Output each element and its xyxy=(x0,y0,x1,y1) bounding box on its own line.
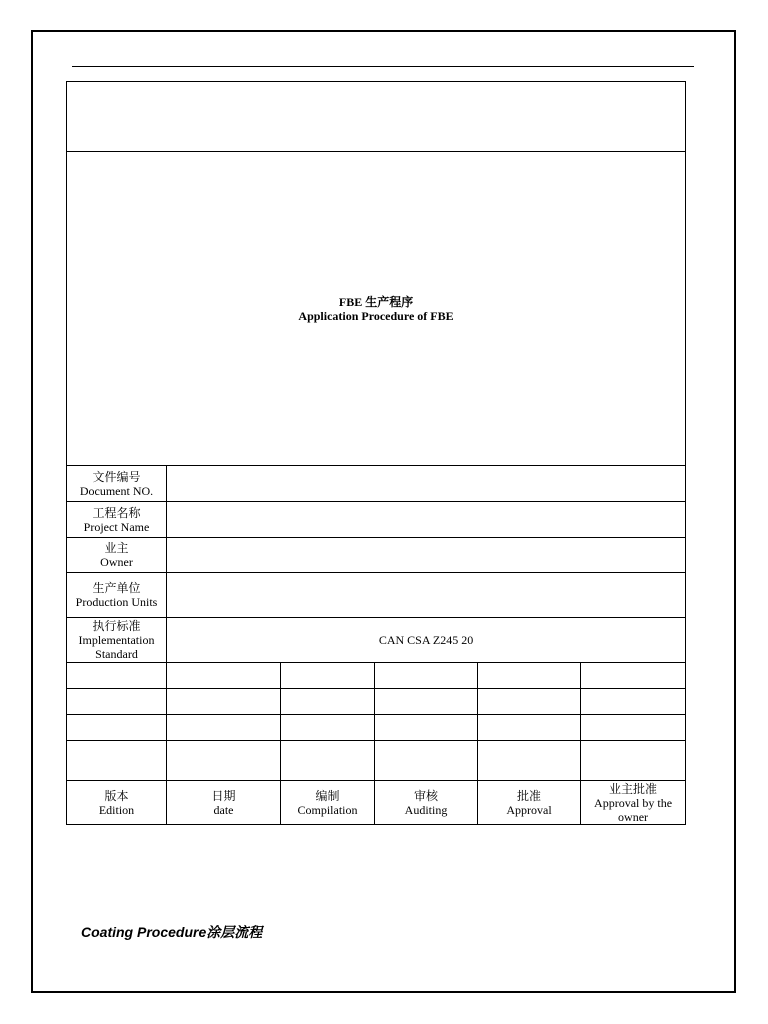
label-en: Owner xyxy=(100,555,133,569)
field-label xyxy=(67,573,167,618)
header-en: Edition xyxy=(98,802,135,817)
revision-cell xyxy=(281,715,375,741)
label-cn: 业主 xyxy=(104,541,129,555)
revision-cell xyxy=(478,741,581,781)
revision-header-compilation xyxy=(281,781,375,825)
owner-value xyxy=(167,538,686,573)
revision-cell xyxy=(375,663,478,689)
field-row-implementation-standard xyxy=(67,618,686,663)
label-cn: 工程名称 xyxy=(92,505,141,520)
label-en: Document NO. xyxy=(79,483,154,498)
label-cn: 执行标准 xyxy=(92,619,141,633)
header-cn: 审核 xyxy=(413,788,438,803)
header-en: date xyxy=(213,802,234,817)
footer-title: Coating Procedure涂层流程 xyxy=(81,924,263,940)
production-units-value xyxy=(167,573,686,618)
revision-header-row xyxy=(67,781,686,825)
field-row-project-name xyxy=(67,502,686,538)
header-blank-cell xyxy=(67,82,686,152)
revision-cell xyxy=(67,689,167,715)
revision-cell xyxy=(581,663,686,689)
revision-cell xyxy=(375,689,478,715)
title-en: Application Procedure of FBE xyxy=(298,308,454,323)
field-row-owner xyxy=(67,538,686,573)
revision-cell xyxy=(67,741,167,781)
document-title xyxy=(67,152,686,466)
revision-header-approval xyxy=(478,781,581,825)
revision-cell xyxy=(581,741,686,781)
label-cn: 文件编号 xyxy=(92,469,141,484)
revision-cell xyxy=(167,741,281,781)
header-cn: 日期 xyxy=(211,788,236,803)
field-label xyxy=(67,538,167,573)
revision-cell xyxy=(478,689,581,715)
revision-cell xyxy=(67,715,167,741)
revision-cell xyxy=(281,741,375,781)
revision-cell xyxy=(167,689,281,715)
revision-header-date xyxy=(167,781,281,825)
header-en: Auditing xyxy=(404,802,448,817)
label-en: Production Units xyxy=(75,595,158,609)
implementation-standard-value: CAN CSA Z245 20 xyxy=(167,618,686,663)
revision-cell xyxy=(281,689,375,715)
revision-cell xyxy=(167,663,281,689)
revision-cell xyxy=(67,663,167,689)
revision-cell xyxy=(478,663,581,689)
title-cn: FBE 生产程序 xyxy=(338,294,414,309)
revision-cell xyxy=(375,715,478,741)
document-no-value xyxy=(167,466,686,502)
revision-header-edition xyxy=(67,781,167,825)
revision-row xyxy=(67,741,686,781)
revision-cell xyxy=(167,715,281,741)
revision-row xyxy=(67,663,686,689)
cover-table xyxy=(66,81,686,825)
label-cn: 生产单位 xyxy=(92,581,141,595)
field-row-production-units xyxy=(67,573,686,618)
header-rule xyxy=(72,66,694,67)
revision-cell xyxy=(478,715,581,741)
header-cn: 批准 xyxy=(516,788,541,803)
project-name-value xyxy=(167,502,686,538)
revision-cell xyxy=(281,663,375,689)
revision-cell xyxy=(375,741,478,781)
revision-row xyxy=(67,715,686,741)
field-label xyxy=(67,502,167,538)
revision-cell xyxy=(581,689,686,715)
header-cn: 编制 xyxy=(315,788,340,803)
header-en: Approval by the owner xyxy=(594,795,673,824)
field-label xyxy=(67,466,167,502)
header-cn: 业主批准 xyxy=(609,781,658,796)
label-en: Implementation Standard xyxy=(78,633,155,661)
field-row-document-no xyxy=(67,466,686,502)
label-en: Project Name xyxy=(83,519,150,534)
header-cn: 版本 xyxy=(104,788,129,803)
revision-cell xyxy=(581,715,686,741)
revision-header-auditing xyxy=(375,781,478,825)
header-en: Approval xyxy=(506,802,552,817)
revision-row xyxy=(67,689,686,715)
header-en: Compilation xyxy=(297,802,358,817)
field-label xyxy=(67,618,167,663)
revision-header-owner-approval xyxy=(581,781,686,825)
